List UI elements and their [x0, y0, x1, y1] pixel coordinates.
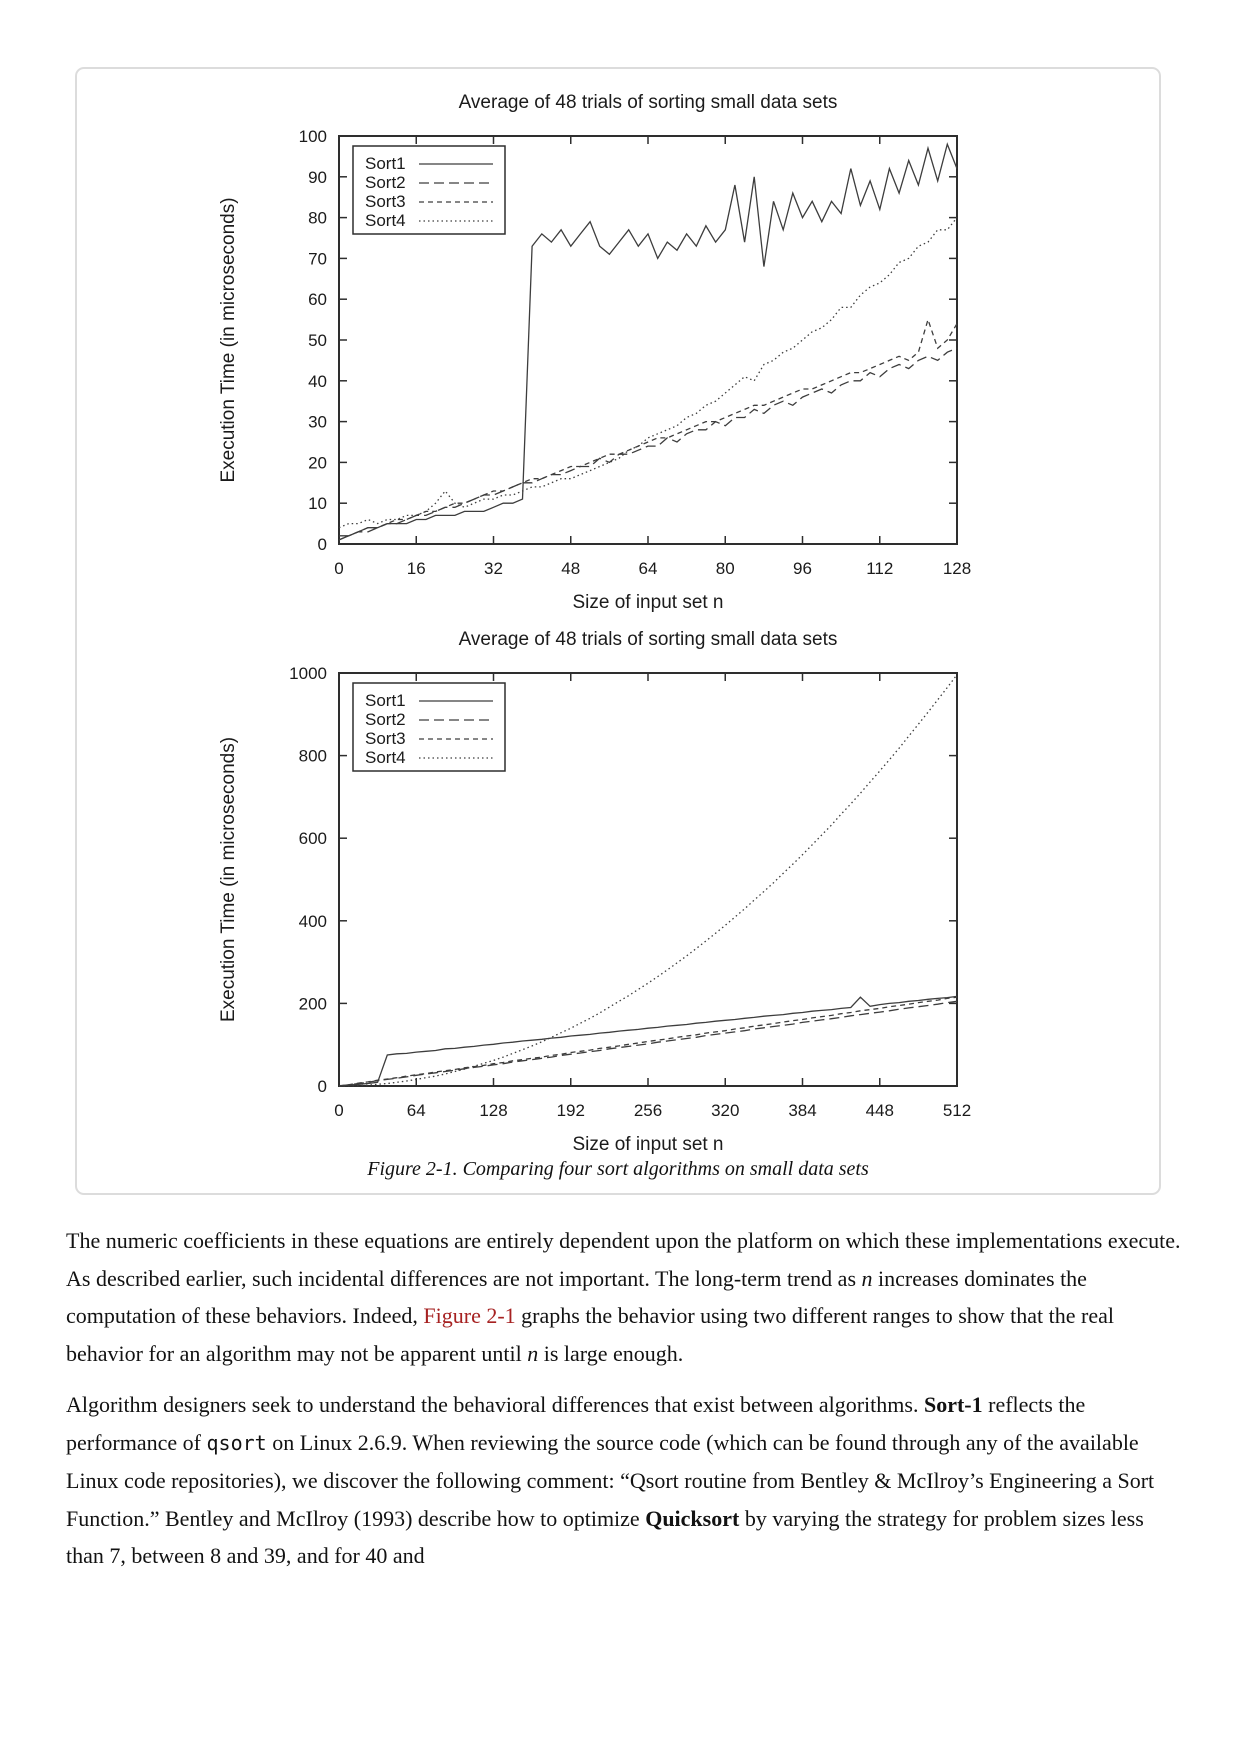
x-axis-label: Size of input set n [572, 1134, 724, 1155]
x-tick-label: 320 [711, 1101, 740, 1120]
y-tick-label: 30 [308, 412, 327, 432]
y-tick-label: 400 [298, 911, 327, 931]
y-tick-label: 800 [298, 746, 327, 766]
text-segment: is large enough. [538, 1340, 684, 1366]
y-tick-label: 80 [308, 208, 327, 228]
figure-caption: Figure 2-1. Comparing four sort algorithms on small data sets [367, 1158, 869, 1180]
x-tick-label: 384 [788, 1101, 817, 1120]
x-tick-label: 48 [561, 559, 581, 578]
text-segment: n [527, 1340, 539, 1366]
text-segment: Sort-1 [923, 1392, 983, 1417]
text-segment: on Linux 2.6.9. When reviewing the source code (which can be found through any of the available Linux code repositories), we discover the following comment: “Qsort routine from Bentley & McIlroy’s Engineering a Sort Function.” Bentley and McIlroy (1993) describe how to optimize [66, 1429, 1155, 1531]
legend-label: Sort1 [365, 154, 406, 173]
legend-label: Sort1 [365, 691, 406, 710]
series-sort2 [339, 348, 957, 540]
paragraph-1 [66, 1222, 1182, 1372]
plot-border [339, 673, 957, 1086]
y-tick-label: 100 [298, 127, 327, 146]
x-tick-label: 448 [865, 1101, 894, 1120]
y-tick-label: 600 [298, 829, 327, 849]
figure-2-1-link[interactable]: Figure 2-1 [423, 1303, 516, 1328]
x-tick-label: 64 [406, 1101, 426, 1120]
x-tick-label: 128 [942, 559, 972, 578]
chart-title: Average of 48 trials of sorting small data sets [458, 92, 838, 113]
text-segment: qsort [206, 1430, 267, 1455]
y-tick-label: 20 [308, 453, 327, 473]
chart-title: Average of 48 trials of sorting small data sets [458, 629, 838, 650]
series-sort4 [339, 218, 957, 528]
x-tick-label: 128 [479, 1101, 508, 1120]
chart-large-range [87, 611, 1157, 1156]
text-segment: increases dominates the computation of these behaviors. Indeed, [66, 1265, 1087, 1328]
x-tick-label: 0 [334, 1101, 344, 1120]
x-tick-label: 96 [793, 559, 812, 578]
y-tick-label: 60 [308, 290, 327, 310]
x-tick-label: 32 [484, 559, 503, 578]
series-sort1 [339, 144, 957, 536]
chart-small-range [87, 79, 1157, 624]
text-segment: n [861, 1265, 873, 1291]
x-tick-label: 0 [334, 559, 344, 578]
x-tick-label: 192 [556, 1101, 585, 1120]
y-tick-label: 50 [308, 331, 327, 350]
x-axis-label: Size of input set n [572, 592, 724, 613]
x-tick-label: 64 [638, 559, 658, 578]
x-tick-label: 80 [715, 559, 735, 578]
legend-label: Sort3 [365, 729, 406, 748]
x-tick-label: 112 [866, 559, 894, 578]
series-sort4 [339, 675, 957, 1086]
body-text [66, 1222, 1182, 1589]
text-segment: by varying the strategy for problem sizes less than 7, between 8 and 39, and for 40 and [66, 1505, 1144, 1568]
y-tick-label: 90 [308, 167, 327, 187]
x-tick-label: 16 [406, 559, 426, 578]
y-tick-label: 10 [308, 494, 327, 514]
y-tick-label: 200 [298, 994, 327, 1014]
y-tick-label: 70 [308, 249, 327, 269]
legend-label: Sort3 [365, 192, 406, 211]
legend-label: Sort4 [365, 211, 406, 230]
legend-label: Sort4 [365, 748, 406, 767]
x-tick-label: 512 [942, 1101, 972, 1120]
y-axis-label: Execution Time (in microseconds) [218, 197, 239, 483]
paragraph-2 [66, 1386, 1182, 1575]
y-tick-label: 40 [308, 371, 327, 391]
x-tick-label: 256 [633, 1101, 663, 1120]
legend-label: Sort2 [365, 710, 406, 729]
text-segment: reflects the performance of [66, 1392, 1086, 1455]
y-tick-label: 0 [317, 1077, 327, 1096]
text-segment: Quicksort [645, 1505, 740, 1531]
text-segment: The numeric coefficients in these equations are entirely dependent upon the platform on which these implementations execute. As described earlier, such incidental differences are not important. The long-term trend as [66, 1228, 1181, 1291]
y-tick-label: 0 [317, 535, 327, 554]
series-sort3 [339, 997, 957, 1086]
text-segment: Algorithm designers seek to understand the behavioral differences that exist between algorithms. [66, 1392, 924, 1417]
figure-panel [75, 67, 1161, 1195]
y-axis-label: Execution Time (in microseconds) [218, 736, 239, 1023]
y-tick-label: 1000 [289, 664, 327, 683]
legend-label: Sort2 [365, 173, 406, 192]
text-segment: graphs the behavior using two different ranges to show that the real behavior for an algorithm may not be apparent until [66, 1303, 1114, 1366]
